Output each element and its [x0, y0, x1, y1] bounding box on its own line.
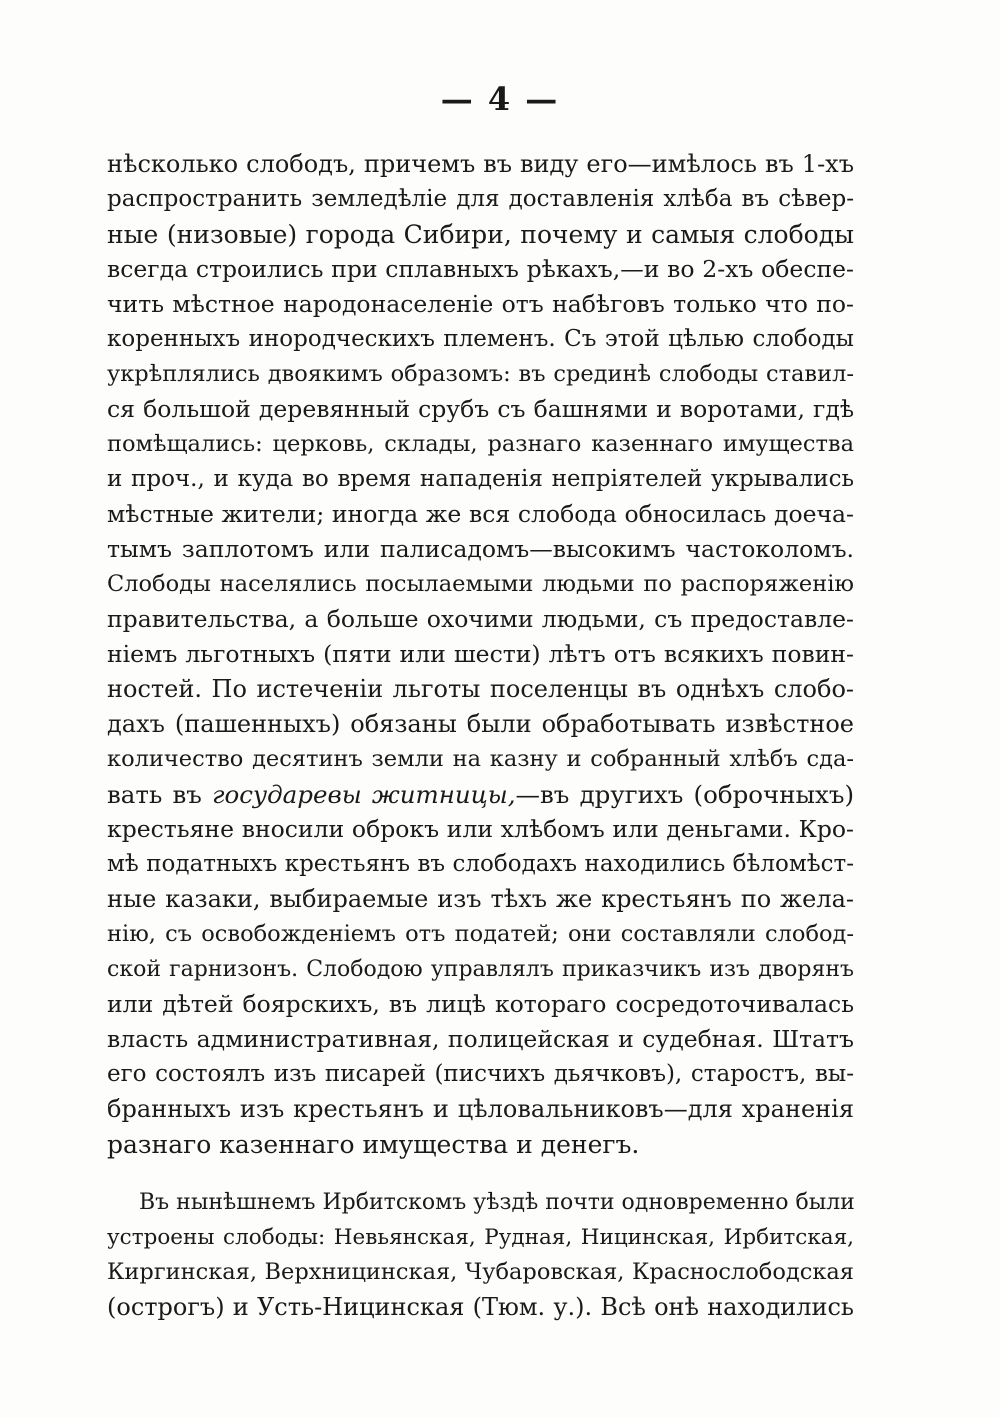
text-line: крестьяне вносили оброкъ или хлѣбомъ или деньгами. Кро-	[107, 815, 854, 843]
text-line: и проч., и куда во время нападенія непріятелей укрывались	[107, 466, 854, 492]
text-line: коренныхъ инородческихъ племенъ. Съ этой цѣлью слободы	[107, 326, 854, 352]
line-pre: вать въ	[107, 780, 213, 809]
text-line: помѣщались: церковь, склады, разнаго казеннаго имущества	[107, 431, 854, 457]
text-line: устроены слободы: Невьянская, Рудная, Ницинская, Ирбитская,	[107, 1225, 854, 1250]
text-line: нѣсколько слободъ, причемъ въ виду его—имѣлось въ 1-хъ	[107, 150, 854, 178]
text-line: бранныхъ изъ крестьянъ и цѣловальниковъ—для храненія	[107, 1095, 854, 1123]
text-line: ные казаки, выбираемые изъ тѣхъ же крестьянъ по жела-	[107, 885, 854, 913]
text-line-with-italic	[107, 777, 854, 812]
text-line: мѣ податныхъ крестьянъ въ слободахъ находились бѣломѣст-	[107, 851, 854, 877]
page-number: — 4 —	[440, 80, 560, 118]
text-line: правительства, а больше охочими людьми, съ предоставле-	[107, 605, 854, 633]
text-line: ся большой деревянный срубъ съ башнями и воротами, гдѣ	[107, 395, 854, 423]
text-line: Слободы населялись посылаемыми людьми по распоряженію	[107, 571, 854, 597]
text-line: мѣстные жители; иногда же вся слобода обносилась доеча-	[107, 500, 854, 528]
text-line: распространить земледѣліе для доставленія хлѣба въ сѣвер-	[107, 186, 854, 212]
text-line: Въ нынѣшнемъ Ирбитскомъ уѣздѣ почти одновременно были	[139, 1190, 855, 1215]
text-line: (острогъ) и Усть-Ницинская (Тюм. у.). Всѣ онѣ находились	[107, 1293, 854, 1321]
text-line: дахъ (пашенныхъ) обязаны были обработывать извѣстное	[107, 710, 854, 738]
text-line: чить мѣстное народонаселеніе отъ набѣговъ только что по-	[107, 290, 854, 318]
text-line: Киргинская, Верхницинская, Чубаровская, Краснослободская	[107, 1259, 854, 1285]
text-line: тымъ заплотомъ или палисадомъ—высокимъ частоколомъ.	[107, 535, 854, 563]
text-line: нію, съ освобожденіемъ отъ податей; они составляли слобод-	[107, 921, 854, 947]
italic-phrase: государевы житницы,	[212, 780, 516, 809]
paragraph-1	[107, 147, 854, 1162]
text-line: ные (низовые) города Сибири, почему и самыя слободы	[107, 220, 854, 249]
text-line: власть административная, полицейская и судебная. Штатъ	[107, 1025, 854, 1053]
text-line: ніемъ льготныхъ (пяти или шести) лѣтъ отъ всякихъ повин-	[107, 640, 854, 668]
text-line: количество десятинъ земли на казну и собранный хлѣбъ сда-	[107, 746, 854, 772]
text-line: его состоялъ изъ писарей (писчихъ дьячковъ), старостъ, вы-	[107, 1061, 854, 1087]
text-line: всегда строились при сплавныхъ рѣкахъ,—и во 2-хъ обеспе-	[107, 255, 854, 283]
text-line: ностей. По истеченіи льготы поселенцы въ однѣхъ слобо-	[107, 675, 854, 703]
line-post: —въ другихъ (оброчныхъ)	[515, 780, 855, 809]
text-line: или дѣтей боярскихъ, въ лицѣ котораго сосредоточивалась	[107, 990, 854, 1018]
text-line: разнаго казеннаго имущества и денегъ.	[107, 1130, 640, 1159]
paragraph-2	[107, 1185, 854, 1325]
text-line: укрѣплялись двоякимъ образомъ: въ срединѣ слободы ставил-	[107, 361, 854, 387]
text-line: ской гарнизонъ. Слободою управлялъ приказчикъ изъ дворянъ	[107, 957, 854, 982]
